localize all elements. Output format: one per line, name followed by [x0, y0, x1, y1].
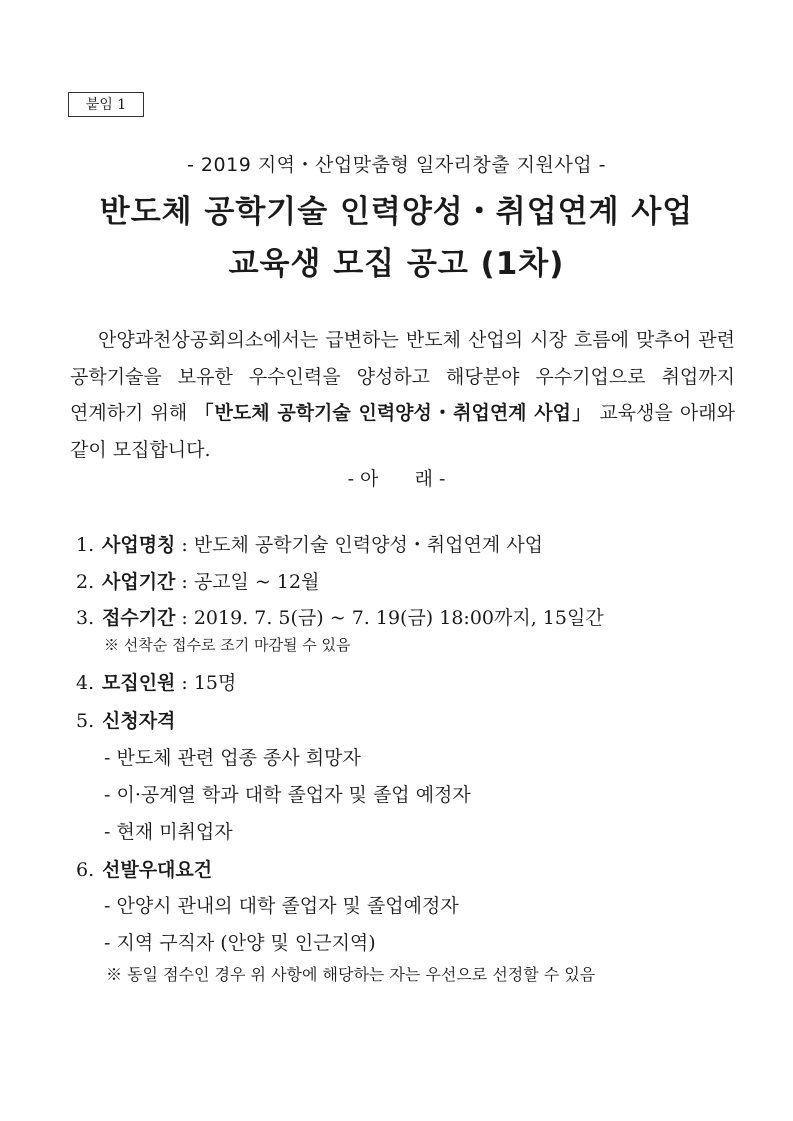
item-recruit-count	[76, 668, 236, 695]
item-business-name	[76, 530, 543, 557]
item-number: 2.	[76, 571, 95, 593]
item-label: 사업기간	[102, 571, 176, 593]
preference-item: - 지역 구직자 (안양 및 인근지역)	[104, 932, 376, 954]
item-label: 신청자격	[102, 710, 176, 732]
item-label: 사업명칭	[102, 534, 176, 556]
item-number: 4.	[76, 672, 95, 694]
item-value: 반도체 공학기술 인력양성・취업연계 사업	[193, 534, 543, 556]
preference-item: - 안양시 관내의 대학 졸업자 및 졸업예정자	[104, 895, 459, 917]
intro-program-name: 「반도체 공학기술 인력양성・취업연계 사업」	[194, 402, 593, 424]
item-value: 2019. 7. 5(금) ~ 7. 19(금) 18:00까지, 15일간	[193, 607, 604, 629]
intro-text-after: 교육생을 아래와 같이 모집합니다.	[70, 402, 735, 461]
item-value: 공고일 ~ 12월	[193, 571, 320, 593]
item-business-period	[76, 567, 319, 594]
arae-heading: - 아 래 -	[347, 468, 446, 490]
title-line-1: 반도체 공학기술 인력양성・취업연계 사업	[99, 194, 694, 230]
item-colon: :	[181, 571, 188, 593]
item-colon: :	[181, 607, 188, 629]
attachment-label: 붙임 1	[68, 92, 144, 117]
item-preferences	[76, 855, 212, 882]
intro-paragraph	[70, 322, 735, 468]
item-number: 6.	[76, 859, 95, 881]
qualification-item: - 현재 미취업자	[104, 821, 233, 843]
item-label: 모집인원	[102, 672, 176, 694]
item-colon: :	[181, 534, 188, 556]
item-application-period	[76, 603, 604, 630]
item-number: 5.	[76, 710, 95, 732]
intro-text-before: 안양과천상공회의소에서는 급변하는 반도체 산업의 시장 흐름에 맞추어 관련 공학기술을 보유한 우수인력을 양성하고 해당분야 우수기업으로 취업까지 연계하기 위해	[70, 329, 735, 424]
application-note: ※ 선착순 접수로 조기 마감될 수 있음	[104, 636, 351, 654]
item-value: 15명	[193, 672, 237, 694]
title-line-2: 교육생 모집 공고 (1차)	[228, 246, 565, 282]
item-label: 선발우대요건	[102, 859, 213, 881]
qualification-item: - 반도체 관련 업종 종사 희망자	[104, 747, 361, 769]
footnote: ※ 동일 점수인 경우 위 사항에 해당하는 자는 우선으로 선정할 수 있음	[106, 965, 596, 984]
item-number: 1.	[76, 534, 95, 556]
item-qualifications	[76, 706, 175, 733]
item-label: 접수기간	[102, 607, 176, 629]
program-subtitle: - 2019 지역・산업맞춤형 일자리창출 지원사업 -	[187, 154, 606, 176]
qualification-item: - 이·공계열 학과 대학 졸업자 및 졸업 예정자	[104, 784, 471, 806]
item-number: 3.	[76, 607, 95, 629]
item-colon: :	[181, 672, 188, 694]
